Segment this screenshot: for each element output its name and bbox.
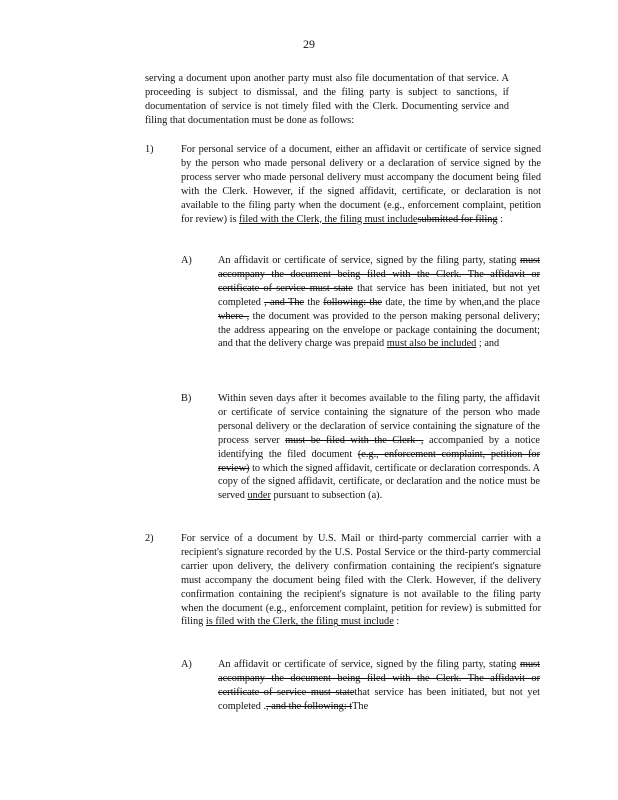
- item-1b-paragraph: Within seven days after it becomes available to the filing party, the affidavit or certificate of service containing the signature of the person who made personal delivery or the declaration of service containing the signature of the process server must be filed with the Clerk , accompanied by a notice identifying the filed document (e.g., enforcement complaint, petition for review) to which the signed affidavit, certificate or declaration corresponds. A copy of the signed affidavit, certificate, or declaration and the notice must be served under pursuant to subsection (a).: [218, 393, 541, 502]
- item-2a-marker: A): [181, 659, 192, 670]
- item-1a-paragraph: An affidavit or certificate of service, signed by the filing party, stating must accompany the document being filed with the Clerk. The affidavit or certificate of service must state that service has been initiated, but not yet completed , and The the following: the date, the time by when,and the place where , the document was provided to the person making personal delivery; the address appearing on the envelope or package containing the document; and that the delivery charge was prepaid must also be included ; and: [218, 255, 541, 350]
- intro-text: serving a document upon another party must also file documentation of that service. A proceeding is subject to dismissal, and the filing party is subject to sanctions, if documentation of service is not timely filed with the Clerk. Documenting service and filing that documentation must be done as follows:: [145, 73, 509, 126]
- item-2-marker: 2): [145, 533, 154, 544]
- item-1-text: For personal service of a document, either an affidavit or certificate of service signed by the person who made personal delivery or a declaration of service signed by the process server who made personal delivery must accompany the document being filed with the Clerk. However, if the signed affidavit, certificate, or declaration is not available to the filing party when the document (e.g., enforcement complaint, petition for review) is: [181, 144, 541, 225]
- item-1-deleted-text: submitted for filing: [417, 213, 498, 225]
- item-1-marker: 1): [145, 144, 154, 155]
- item-1a-marker: A): [181, 255, 192, 266]
- item-2-paragraph: For service of a document by U.S. Mail or third-party commercial carrier with a recipient's signature recorded by the U.S. Postal Service or the third-party commercial carrier upon delivery, the delivery confirmation containing the recipient's signature must accompany the document being filed with the Clerk. However, if the delivery confirmation containing the recipient's signature is not available to the filing party when the document (e.g., enforcement complaint, petition for review) is submitted for filing is filed with the Clerk, the filing must include :: [181, 533, 541, 628]
- item-1-inserted-text: filed with the Clerk, the filing must include: [239, 213, 418, 225]
- item-2-text: For service of a document by U.S. Mail or third-party commercial carrier with a recipient's signature recorded by the U.S. Postal Service or the third-party commercial carrier upon delivery, the delivery confirmation containing the recipient's signature must accompany the document being filed with the Clerk. However, if the delivery confirmation containing the recipient's signature is not available to the filing party when the document (e.g., enforcement complaint, petition for review) is submitted for filing: [181, 533, 541, 628]
- page-number: 29: [303, 37, 315, 51]
- item-2-inserted-text: is filed with the Clerk, the filing must include: [205, 616, 394, 628]
- intro-paragraph: [145, 72, 509, 128]
- item-1b-marker: B): [181, 393, 192, 404]
- item-2a-paragraph: An affidavit or certificate of service, signed by the filing party, stating must accompany the document being filed with the Clerk. The affidavit or certificate of service must statethat service has been initiated, but not yet completed ., and the following: tThe: [218, 659, 541, 712]
- item-1-paragraph: For personal service of a document, either an affidavit or certificate of service signed by the person who made personal delivery or a declaration of service signed by the process server who made personal delivery must accompany the document being filed with the Clerk. However, if the signed affidavit, certificate, or declaration is not available to the filing party when the document (e.g., enforcement complaint, petition for review) is filed with the Clerk, the filing must includesubmitted for filing :: [181, 144, 541, 225]
